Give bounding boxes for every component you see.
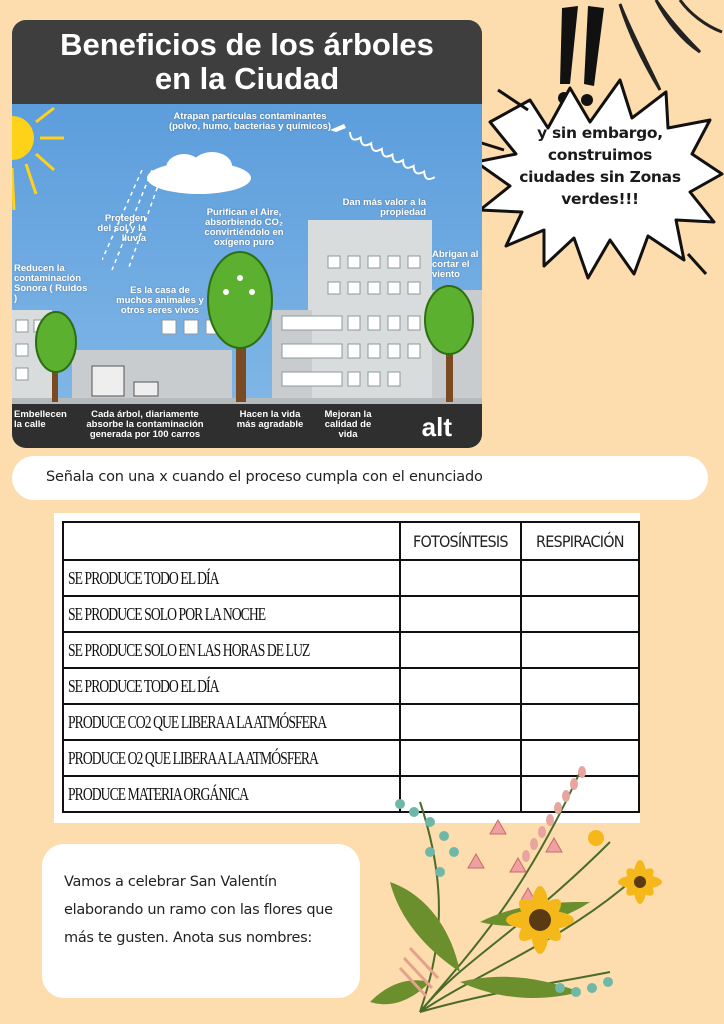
row-statement: [63, 632, 400, 668]
label-dan-valor: Dan más valor a la propiedad: [342, 197, 426, 218]
table-row: [63, 560, 639, 596]
row-statement: [63, 776, 400, 812]
respiracion-checkbox-cell[interactable]: [521, 560, 639, 596]
row-statement-text: SE PRODUCE TODO EL DÍA: [68, 675, 219, 696]
footer-cada-arbol: Cada árbol, diariamente absorbe la contaminación generada por 100 carros: [86, 409, 204, 440]
row-statement-text: PRODUCE O2 QUE LIBERA A LA ATMÓSFERA: [68, 747, 318, 768]
fotosintesis-checkbox-cell[interactable]: [400, 668, 521, 704]
respiracion-checkbox-cell[interactable]: [521, 668, 639, 704]
table-row: [63, 596, 639, 632]
bubble-line-2: construimos: [547, 146, 653, 164]
fotosintesis-checkbox-cell[interactable]: [400, 596, 521, 632]
row-statement-text: PRODUCE MATERIA ORGÁNICA: [68, 783, 249, 804]
infographic-title-line-1: Beneficios de los árboles: [60, 27, 434, 62]
infographic-footer: [12, 404, 482, 448]
header-statement-cell: [63, 522, 400, 560]
header-respiracion-label: RESPIRACIÓN: [536, 531, 624, 551]
brand-logo: alt: [421, 412, 452, 442]
label-casa: Es la casa de muchos animales y otros seres vivos: [116, 285, 204, 316]
table-row: [63, 632, 639, 668]
label-atrapan-line: Atrapan partículas contaminantes: [173, 111, 327, 122]
row-statement: [63, 560, 400, 596]
row-statement: [63, 740, 400, 776]
fotosintesis-checkbox-cell[interactable]: [400, 632, 521, 668]
label-abrigan: Abrigan al cortar el viento: [432, 249, 479, 280]
row-statement-text: PRODUCE CO2 QUE LIBERA A LA ATMÓSFERA: [68, 711, 327, 732]
table-row: [63, 704, 639, 740]
bubble-line-4: verdes!!!: [561, 190, 639, 208]
instruction-bar: [12, 456, 708, 500]
row-statement: [63, 668, 400, 704]
footer-hacen: Hacen la vida más agradable: [236, 409, 304, 430]
header-respiracion: [521, 522, 639, 560]
header-fotosintesis: [400, 522, 521, 560]
bubble-line-3: ciudades sin Zonas: [519, 168, 681, 186]
header-fotosintesis-label: FOTOSÍNTESIS: [413, 531, 508, 551]
bubble-line-1: y sin embargo,: [537, 124, 663, 142]
row-statement: [63, 704, 400, 740]
respiracion-checkbox-cell[interactable]: [521, 632, 639, 668]
respiracion-checkbox-cell[interactable]: [521, 596, 639, 632]
table-header-row: [63, 522, 639, 560]
instruction-text: Señala con una x cuando el proceso cumpla con el enunciado: [46, 469, 483, 485]
valentine-note-text: Vamos a celebrar San Valentín elaborando un ramo con las flores que más te gusten. Anota sus nombres:: [64, 874, 333, 946]
label-protegen: Protegen del sol y la lluvia: [97, 213, 146, 244]
building-windows: [12, 20, 482, 404]
fotosintesis-checkbox-cell[interactable]: [400, 704, 521, 740]
label-reducen: Reducen la contaminación Sonora ( Ruidos ): [14, 263, 88, 304]
row-statement: [63, 596, 400, 632]
infographic-title-line-2: en la Ciudad: [154, 61, 340, 96]
footer-mejoran: Mejoran la calidad de vida: [324, 409, 372, 440]
flower-bouquet-illustration: [360, 752, 700, 1024]
footer-embellecen: Embellecen la calle: [14, 409, 67, 430]
valentine-note-card: [42, 844, 360, 998]
row-statement-text: SE PRODUCE SOLO EN LAS HORAS DE LUZ: [68, 639, 310, 660]
row-statement-text: SE PRODUCE TODO EL DÍA: [68, 567, 219, 588]
respiracion-checkbox-cell[interactable]: [521, 704, 639, 740]
trees-benefits-infographic: [12, 20, 482, 448]
table-row: [63, 668, 639, 704]
row-statement-text: SE PRODUCE SOLO POR LA NOCHE: [68, 603, 266, 624]
label-purifican: Purifican el Aire, absorbiendo CO₂ convirtiéndolo en oxígeno puro: [204, 207, 284, 248]
bubble-text: [500, 122, 700, 210]
fotosintesis-checkbox-cell[interactable]: [400, 560, 521, 596]
label-atrapan-sub: (polvo, humo, bacterias y químicos): [168, 121, 332, 132]
